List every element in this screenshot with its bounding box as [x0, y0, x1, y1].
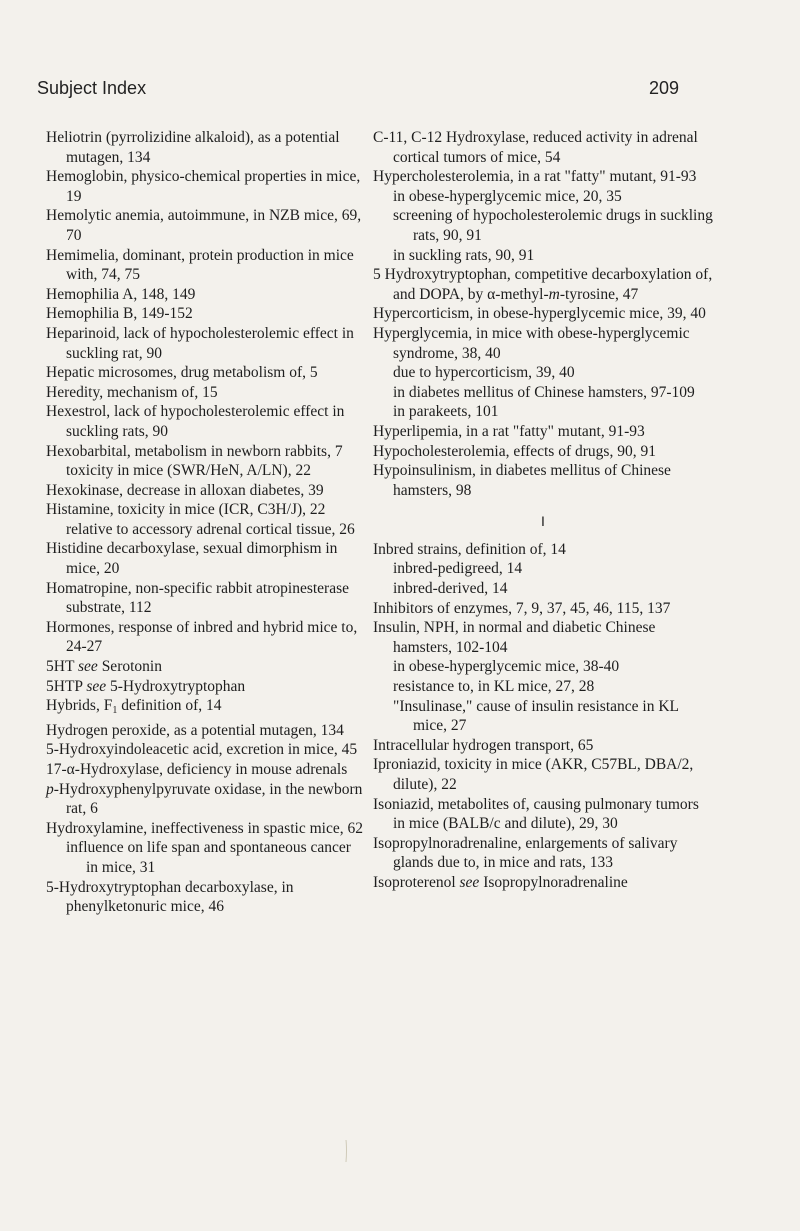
index-entry [373, 265, 713, 304]
index-entry: Histamine, toxicity in mice (ICR, C3H/J), 22 [46, 501, 326, 519]
index-entry: Hydrogen peroxide, as a potential mutagen, 134 [46, 721, 344, 739]
index-entry: Iproniazid, toxicity in mice (AKR, C57BL, DBA/2, dilute), 22 [373, 756, 694, 793]
see-target: Isopropylnoradrenaline [483, 873, 628, 891]
see-reference: see [78, 658, 98, 676]
index-subentry: relative to accessory adrenal cortical tissue, 26 [66, 520, 355, 538]
entry-text: definition of, 14 [117, 697, 222, 715]
index-entry: Hyperglycemia, in mice with obese-hyperglycemic syndrome, 38, 40 [373, 324, 690, 362]
index-subentry: in obese-hyperglycemic mice, 38-40 [393, 658, 620, 676]
see-reference: see [86, 677, 107, 695]
index-entry: Intracellular hydrogen transport, 65 [373, 736, 594, 754]
index-entry [46, 677, 366, 697]
see-reference: see [459, 873, 480, 891]
entry-term: 5HT [46, 658, 75, 676]
index-entry: Hexokinase, decrease in alloxan diabetes, 39 [46, 481, 324, 499]
index-entry [46, 657, 366, 677]
index-entry: Insulin, NPH, in normal and diabetic Chinese hamsters, 102-104 [373, 619, 656, 656]
index-entry: Heparinoid, lack of hypocholesterolemic effect in suckling rat, 90 [46, 324, 354, 362]
index-subentry: in diabetes mellitus of Chinese hamsters, 97-109 [393, 383, 695, 401]
index-entry: Inhibitors of enzymes, 7, 9, 37, 45, 46, 115, 137 [373, 599, 671, 617]
page-number: 209 [648, 78, 679, 98]
italic-prefix: p [46, 780, 54, 798]
see-target: 5-Hydroxytryptophan [110, 677, 246, 695]
entry-term: Isoproterenol [373, 873, 456, 891]
index-subentry: "Insulinase," cause of insulin resistance in KL mice, 27 [393, 697, 679, 735]
entry-term: Hybrids, F [46, 697, 113, 715]
index-entry: Hepatic microsomes, drug metabolism of, 5 [46, 364, 318, 382]
running-title: Subject Index [37, 78, 147, 98]
index-entry: Hemolytic anemia, autoimmune, in NZB mice, 69, 70 [46, 207, 362, 244]
index-subentry: resistance to, in KL mice, 27, 28 [393, 678, 595, 696]
index-entry: Homatropine, non-specific rabbit atropinesterase substrate, 112 [46, 579, 349, 617]
subscript: 1 [112, 705, 118, 717]
index-entry [46, 696, 366, 721]
index-entry: Isoniazid, metabolites of, causing pulmonary tumors in mice (BALB/c and dilute), 29, 30 [373, 795, 699, 833]
index-entry: 17-α-Hydroxylase, deficiency in mouse adrenals [46, 761, 348, 778]
index-entry: 5-Hydroxyindoleacetic acid, excretion in mice, 45 [46, 741, 358, 759]
entry-term: 5HTP [46, 677, 83, 695]
index-subentry: due to hypercorticism, 39, 40 [393, 364, 575, 382]
index-entry: Hexobarbital, metabolism in newborn rabbits, 7 [46, 442, 343, 460]
index-subentry: influence on life span and spontaneous cancer in mice, 31 [66, 839, 351, 876]
index-subentry: in suckling rats, 90, 91 [393, 246, 535, 264]
index-entry: Hyperlipemia, in a rat "fatty" mutant, 91-93 [373, 422, 645, 440]
section-letter: I [541, 513, 545, 530]
index-entry [46, 780, 366, 819]
index-subentry: in obese-hyperglycemic mice, 20, 35 [393, 187, 622, 205]
entry-text: -tyrosine, 47 [559, 285, 639, 303]
left-column [46, 128, 366, 917]
index-entry: 5-Hydroxytryptophan decarboxylase, in phenylketonuric mice, 46 [46, 878, 294, 916]
entry-text: 5 Hydroxytryptophan, competitive decarboxylation of, and DOPA, by α-methyl- [373, 266, 713, 303]
index-entry: Hemimelia, dominant, protein production in mice with, 74, 75 [46, 246, 354, 284]
entry-text: -Hydroxyphenylpyruvate oxidase, in the newborn rat, 6 [53, 780, 363, 818]
index-entry: C-11, C-12 Hydroxylase, reduced activity in adrenal cortical tumors of mice, 54 [373, 129, 698, 166]
index-entry: Hexestrol, lack of hypocholesterolemic effect in suckling rats, 90 [46, 403, 345, 440]
right-column [373, 128, 713, 893]
index-entry: Hypoinsulinism, in diabetes mellitus of Chinese hamsters, 98 [373, 462, 671, 499]
index-subentry: in parakeets, 101 [393, 403, 499, 421]
index-subentry: inbred-pedigreed, 14 [393, 560, 523, 578]
index-entry: Hypercholesterolemia, in a rat "fatty" mutant, 91-93 [373, 168, 697, 186]
italic-prefix: m [548, 285, 560, 303]
index-entry: Heliotrin (pyrrolizidine alkaloid), as a potential mutagen, 134 [46, 129, 340, 166]
index-entry: Hemoglobin, physico-chemical properties in mice, 19 [46, 168, 361, 205]
scan-mark [344, 1140, 348, 1162]
index-entry: Hemophilia A, 148, 149 [46, 285, 196, 303]
index-entry [373, 873, 713, 893]
index-subentry: screening of hypocholesterolemic drugs in suckling rats, 90, 91 [393, 207, 713, 244]
index-entry: Hormones, response of inbred and hybrid mice to, 24-27 [46, 618, 358, 656]
index-entry: Hemophilia B, 149-152 [46, 305, 193, 323]
index-entry: Histidine decarboxylase, sexual dimorphism in mice, 20 [46, 540, 338, 578]
index-entry: Isopropylnoradrenaline, enlargements of salivary glands due to, in mice and rats, 133 [373, 834, 678, 872]
index-entry: Hypercorticism, in obese-hyperglycemic mice, 39, 40 [373, 305, 706, 323]
index-subentry: toxicity in mice (SWR/HeN, A/LN), 22 [66, 462, 311, 480]
page-header [37, 78, 679, 99]
see-target: Serotonin [101, 658, 162, 676]
index-entry: Hypocholesterolemia, effects of drugs, 90, 91 [373, 442, 656, 460]
index-entry: Inbred strains, definition of, 14 [373, 540, 566, 558]
index-subentry: inbred-derived, 14 [393, 580, 508, 598]
index-entry: Hydroxylamine, ineffectiveness in spastic mice, 62 [46, 819, 363, 837]
index-entry: Heredity, mechanism of, 15 [46, 383, 218, 401]
